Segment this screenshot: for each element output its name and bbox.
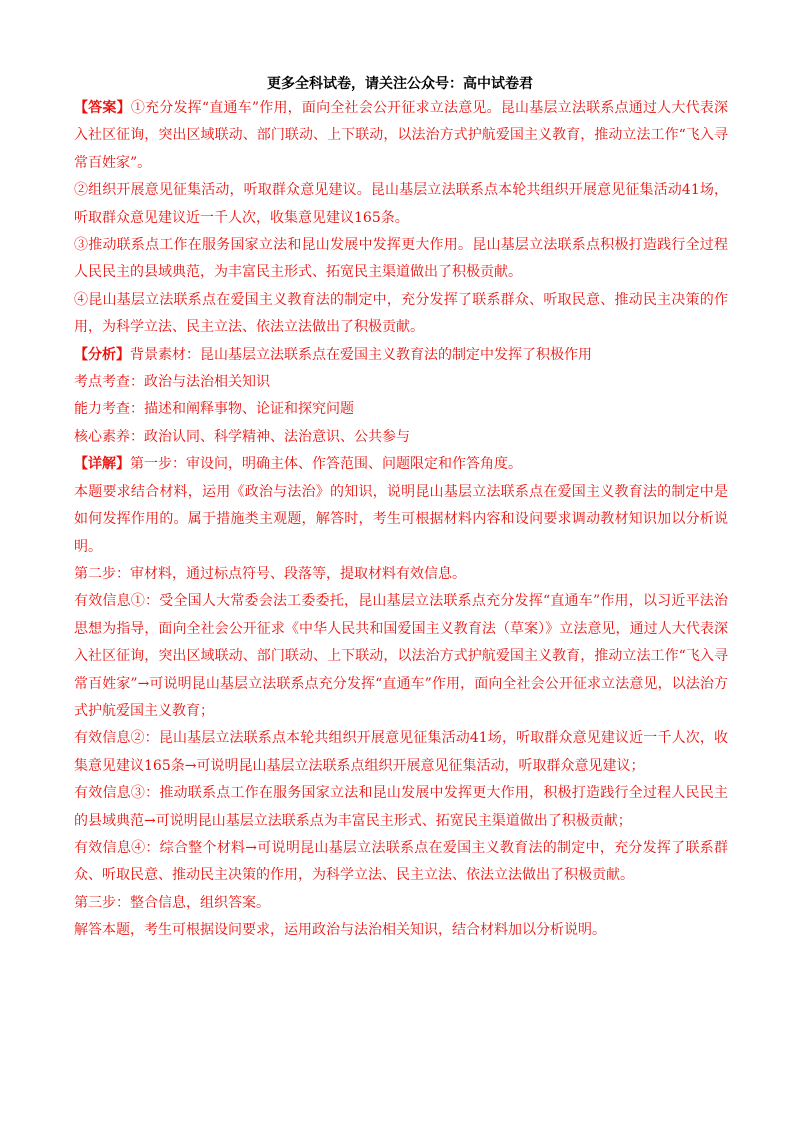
analysis-paragraph-1 [74, 342, 728, 369]
answer-text-1: ①充分发挥“直通车”作用，面向全社会公开征求立法意见。昆山基层立法联系点通过人大代表深入社区征询，突出区域联动、部门联动、上下联动，以法治方式护航爱国主义教育，推动立法工作“飞入寻常百姓家”。 [74, 100, 729, 171]
detail-paragraph-5: 有效信息②：昆山基层立法联系点本轮共组织开展意见征集活动41场，听取群众意见建议近一千人次，收集意见建议165条→可说明昆山基层立法联系点组织开展意见征集活动，听取群众意见建议； [74, 730, 728, 774]
detail-text-1: 第一步：审设问，明确主体、作答范围、问题限定和作答角度。 [130, 456, 522, 473]
analysis-text-1: 背景素材：昆山基层立法联系点在爱国主义教育法的制定中发挥了积极作用 [130, 346, 592, 363]
detail-paragraph-6: 有效信息③：推动联系点工作在服务国家立法和昆山发展中发挥更大作用，积极打造践行全过程人民民主的县域典范→可说明昆山基层立法联系点为丰富民主形式、拓宽民主渠道做出了积极贡献； [74, 785, 728, 829]
detail-tag: 【详解】 [74, 456, 130, 473]
answer-paragraph-3: ③推动联系点工作在服务国家立法和昆山发展中发挥更大作用。昆山基层立法联系点积极打造践行全过程人民民主的县域典范，为丰富民主形式、拓宽民主渠道做出了积极贡献。 [74, 237, 728, 281]
answer-tag: 【答案】 [74, 100, 131, 116]
detail-paragraph-3: 第二步：审材料，通过标点符号、段落等，提取材料有效信息。 [74, 565, 466, 582]
detail-paragraph-2: 本题要求结合材料，运用《政治与法治》的知识，说明昆山基层立法联系点在爱国主义教育法的制定中是如何发挥作用的。属于措施类主观题，解答时，考生可根据材料内容和设问要求调动教材知识加以分析说明。 [74, 483, 728, 555]
detail-paragraph-9: 解答本题，考生可根据设问要求，运用政治与法治相关知识，结合材料加以分析说明。 [74, 922, 606, 939]
analysis-paragraph-4: 核心素养：政治认同、科学精神、法治意识、公共参与 [74, 428, 410, 445]
page-header: 更多全科试卷，请关注公众号：高中试卷君 [267, 76, 533, 92]
detail-paragraph-8: 第三步：整合信息，组织答案。 [74, 894, 270, 911]
answer-paragraph-4: ④昆山基层立法联系点在爱国主义教育法的制定中，充分发挥了联系群众、听取民意、推动民主决策的作用，为科学立法、民主立法、依法立法做出了积极贡献。 [74, 291, 728, 336]
detail-paragraph-4: 有效信息①：受全国人大常委会法工委委托，昆山基层立法联系点充分发挥“直通车”作用，以习近平法治思想为指导，面向全社会公开征求《中华人民共和国爱国主义教育法（草案）》立法意见，通过人大代表深入社区征询，突出区域联动、部门联动、上下联动，以法治方式护航爱国主义教育，推动立法工作“飞入寻常百姓家”→可说明昆山基层立法联系点充分发挥“直通车”作用，面向全社会公开征求立法意见，以法治方式护航爱国主义教育； [74, 593, 728, 719]
answer-content [74, 95, 728, 945]
detail-paragraph-1 [74, 451, 728, 478]
analysis-paragraph-3: 能力考查：描述和阐释事物、论证和探究问题 [74, 401, 354, 418]
analysis-tag: 【分析】 [74, 346, 130, 363]
analysis-paragraph-2: 考点考查：政治与法治相关知识 [74, 374, 270, 391]
answer-paragraph-1 [74, 95, 728, 177]
answer-paragraph-2: ②组织开展意见征集活动，听取群众意见建议。昆山基层立法联系点本轮共组织开展意见征集活动41场，听取群众意见建议近一千人次，收集意见建议165条。 [74, 182, 728, 226]
detail-paragraph-7: 有效信息④：综合整个材料→可说明昆山基层立法联系点在爱国主义教育法的制定中，充分发挥了联系群众、听取民意、推动民主决策的作用，为科学立法、民主立法、依法立法做出了积极贡献。 [74, 839, 728, 884]
